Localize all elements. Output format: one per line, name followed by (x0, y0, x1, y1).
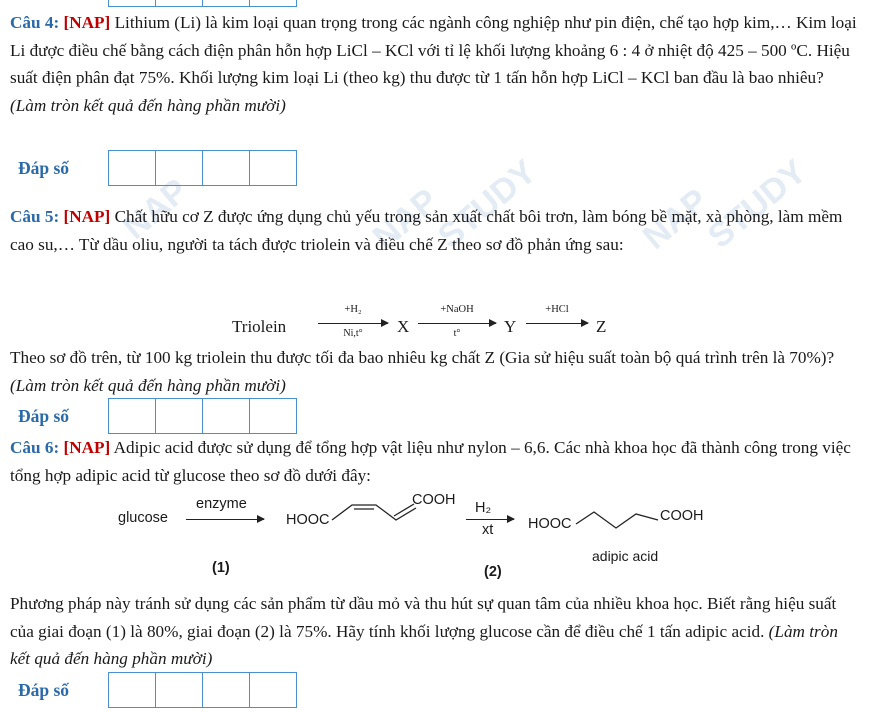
question-note: (Làm tròn kết quả đến hàng phần mười) (10, 621, 838, 668)
answer-box[interactable] (250, 398, 297, 434)
question-6-continued (10, 590, 862, 673)
reaction-arrow (526, 323, 588, 324)
cooh-right: COOH (660, 508, 704, 524)
question-4 (10, 9, 862, 119)
answer-boxes[interactable] (108, 672, 297, 708)
answer-box[interactable] (156, 398, 203, 434)
question-tag: [NAP] (63, 207, 111, 226)
question-text: Chất hữu cơ Z được ứng dụng chủ yếu trong sản xuất chất bôi trơn, làm bóng bề mặt, xà phòng, làm mềm cao su,… Từ dầu oliu, người ta tách được triolein và điều chế Z theo sơ đồ phản ứng sau: (10, 207, 843, 254)
scheme-step1-reagent: +H₂ (344, 304, 362, 315)
answer-box[interactable] (156, 150, 203, 186)
enzyme-label: enzyme (196, 496, 247, 512)
question-5-continued (10, 344, 862, 399)
answer-boxes[interactable] (108, 398, 297, 434)
question-note: (Làm tròn kết quả đến hàng phần mười) (10, 95, 286, 115)
glucose-label: glucose (118, 510, 168, 526)
answer-box[interactable] (250, 150, 297, 186)
answer-box[interactable] (156, 672, 203, 708)
question-label: Câu 4: (10, 13, 60, 32)
question-text: Adipic acid được sử dụng để tổng hợp vật liệu như nylon – 6,6. Các nhà khoa học đã thành công trong việc tổng hợp adipic acid từ glucose theo sơ đồ dưới đây: (10, 438, 851, 485)
adipic-acid-structure (574, 498, 674, 538)
scheme-mid1: X (397, 317, 410, 336)
scheme-step3-reagent: +HCl (545, 304, 569, 315)
answer-box[interactable] (108, 150, 156, 186)
hooc-right: HOOC (528, 516, 572, 532)
scheme-end: Z (596, 317, 607, 336)
reaction-arrow (418, 323, 496, 324)
answer-box[interactable] (203, 672, 250, 708)
reaction-arrow (186, 519, 264, 520)
reaction-arrow (466, 519, 514, 520)
answer-box[interactable] (203, 150, 250, 186)
scheme-mid2: Y (504, 317, 517, 336)
scheme-step2-reagent: +NaOH (440, 304, 474, 315)
watermark: NAP (635, 181, 716, 257)
hooc-left: HOOC (286, 512, 330, 528)
answer-box[interactable] (108, 672, 156, 708)
xt-label: xt (482, 522, 494, 538)
question-label: Câu 6: (10, 438, 60, 457)
question-text: Theo sơ đồ trên, từ 100 kg triolein thu được tối đa bao nhiêu kg chất Z (Gia sử hiệu suất toàn bộ quá trình trên là 70%)? (10, 348, 835, 367)
question-6 (10, 434, 862, 489)
reaction-arrow (318, 323, 388, 324)
stage-2-label: (2) (484, 564, 502, 580)
watermark: NAP (115, 171, 196, 247)
synthesis-diagram (0, 488, 870, 588)
question-tag: [NAP] (63, 438, 111, 457)
scheme-start: Triolein (232, 317, 287, 336)
watermark: NAP (365, 181, 446, 257)
answer-row-q4 (18, 150, 297, 186)
adipic-acid-label: adipic acid (592, 548, 659, 564)
answer-box[interactable] (250, 672, 297, 708)
answer-box[interactable] (203, 398, 250, 434)
answer-row-q6 (18, 672, 297, 708)
answer-label: Đáp số (18, 679, 70, 700)
question-label: Câu 5: (10, 207, 60, 226)
answer-label: Đáp số (18, 405, 70, 426)
question-tag: [NAP] (63, 13, 111, 32)
question-5 (10, 203, 862, 258)
question-text: Lithium (Li) là kim loại quan trọng trong các ngành công nghiệp như pin điện, chế tạo hợp kim,… Kim loại Li được điều chế bằng cách điện phân hỗn hợp LiCl – KCl với tỉ lệ khối lượng khoảng 6 : 4 ở nhiệt độ 425 – 500 ºC. Hiệu suất điện phân đạt 75%. Khối lượng kim loại Li (theo kg) thu được từ 1 tấn hỗn hợp LiCl – KCl ban đầu là bao nhiêu? (10, 13, 857, 87)
watermark: STUDY (700, 152, 814, 256)
scheme-step1-condition: Ni,t° (343, 328, 363, 339)
answer-boxes[interactable] (108, 150, 297, 186)
h2-label: H₂ (475, 500, 492, 516)
answer-label: Đáp số (18, 157, 70, 178)
previous-answer-boxes (108, 0, 297, 7)
answer-row-q5 (18, 398, 297, 434)
cooh-top: COOH (412, 492, 456, 508)
scheme-step2-condition: t° (453, 328, 461, 339)
stage-1-label: (1) (212, 560, 230, 576)
question-text: Phương pháp này tránh sử dụng các sản phẩm từ dầu mỏ và thu hút sự quan tâm của nhiều khoa học. Biết rằng hiệu suất của giai đoạn (1) là 80%, giai đoạn (2) là 75%. Hãy tính khối lượng glucose cần để điều chế 1 tấn adipic acid. (10, 594, 837, 641)
question-note: (Làm tròn kết quả đến hàng phần mười) (10, 375, 286, 395)
watermark: STUDY (430, 152, 544, 256)
answer-box[interactable] (108, 398, 156, 434)
